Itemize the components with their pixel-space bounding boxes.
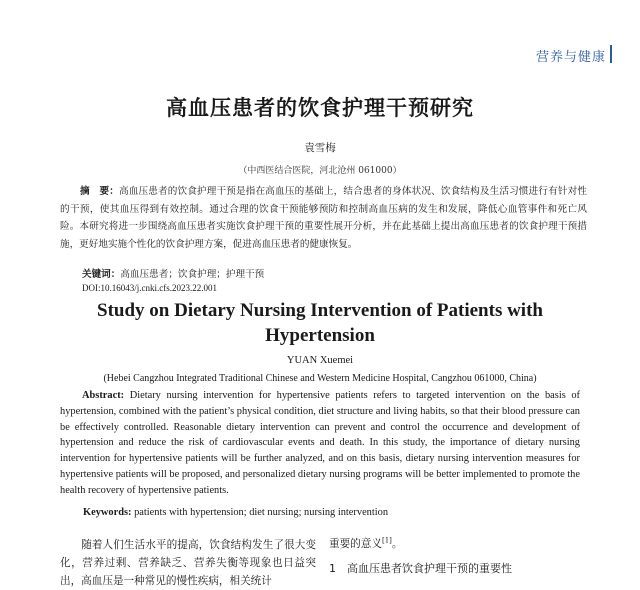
author-english: YUAN Xuemei [286, 355, 354, 366]
title-english: Study on Dietary Nursing Intervention of Patients with Hypertension [97, 300, 543, 346]
abstract-english [60, 388, 580, 499]
abstract-chinese-label: 摘 要： [80, 186, 120, 197]
section-title: 高血压患者饮食护理干预的重要性 [347, 562, 512, 575]
affiliation-english: (Hebei Cangzhou Integrated Traditional Chinese and Western Medicine Hospital, Cangzhou 061000, China) [103, 373, 537, 384]
body-text-right-column [329, 536, 402, 551]
keywords-english-label: Keywords: [83, 507, 132, 518]
abstract-chinese [60, 183, 587, 253]
section-tag-bar [610, 45, 612, 63]
body-right-text: 重要的意义 [329, 538, 382, 550]
abstract-english-text: Dietary nursing intervention for hypertensive patients refers to targeted intervention on the basis of hypertension, combined with the patient’s physical condition, diet structure and living habits, so that their blood pressure can be effectively controlled. Reasonable dietary intervention can prevent and control the occurrence and development of hypertension and reduce the risk of cardiovascular events and death. In this study, the importance of dietary nursing intervention for hypertensive patients will be further analyzed, and on this basis, dietary nursing intervention measures for hypertensive patients will be proposed, and personalized dietary nursing programs will be better implemented to promote the health recovery of hypertensive patients. [60, 390, 580, 496]
abstract-chinese-text: 高血压患者的饮食护理干预是指在高血压的基础上，结合患者的身体状况、饮食结构及生活习惯进行有针对性的干预，使其血压得到有效控制。通过合理的饮食干预能够预防和控制高血压病的发生和发展，降低心血管事件和死亡风险。本研究将进一步围绕高血压患者实施饮食护理干预的重要性展开分析，并在此基础上提出高血压患者的饮食护理干预措施，更好地实施个性化的饮食护理方案，促进高血压患者的健康恢复。 [60, 186, 588, 250]
body-right-end: 。 [391, 538, 403, 550]
keywords-chinese [82, 266, 264, 280]
body-text-left-column: 随着人们生活水平的提高，饮食结构发生了很大变化，营养过剩、营养缺乏、营养失衡等现象也日益突出，高血压是一种常见的慢性疾病，相关统计 [60, 539, 316, 587]
keywords-chinese-label: 关键词： [82, 269, 121, 280]
abstract-english-label: Abstract: [82, 390, 125, 401]
keywords-english-text: patients with hypertension; diet nursing; nursing intervention [131, 507, 389, 518]
keywords-chinese-text: 高血压患者；饮食护理；护理干预 [120, 269, 265, 280]
keywords-english [83, 507, 388, 518]
section-tag: 营养与健康 [535, 50, 606, 65]
citation-ref: [1] [381, 536, 392, 545]
section-heading [329, 560, 512, 576]
section-number: 1 [329, 562, 336, 575]
author-chinese: 袁雪梅 [304, 142, 336, 154]
title-chinese: 高血压患者的饮食护理干预研究 [166, 95, 474, 120]
affiliation-chinese: （中西医结合医院，河北沧州 061000） [238, 166, 402, 176]
doi: DOI:10.16043/j.cnki.cfs.2023.22.001 [82, 283, 217, 293]
